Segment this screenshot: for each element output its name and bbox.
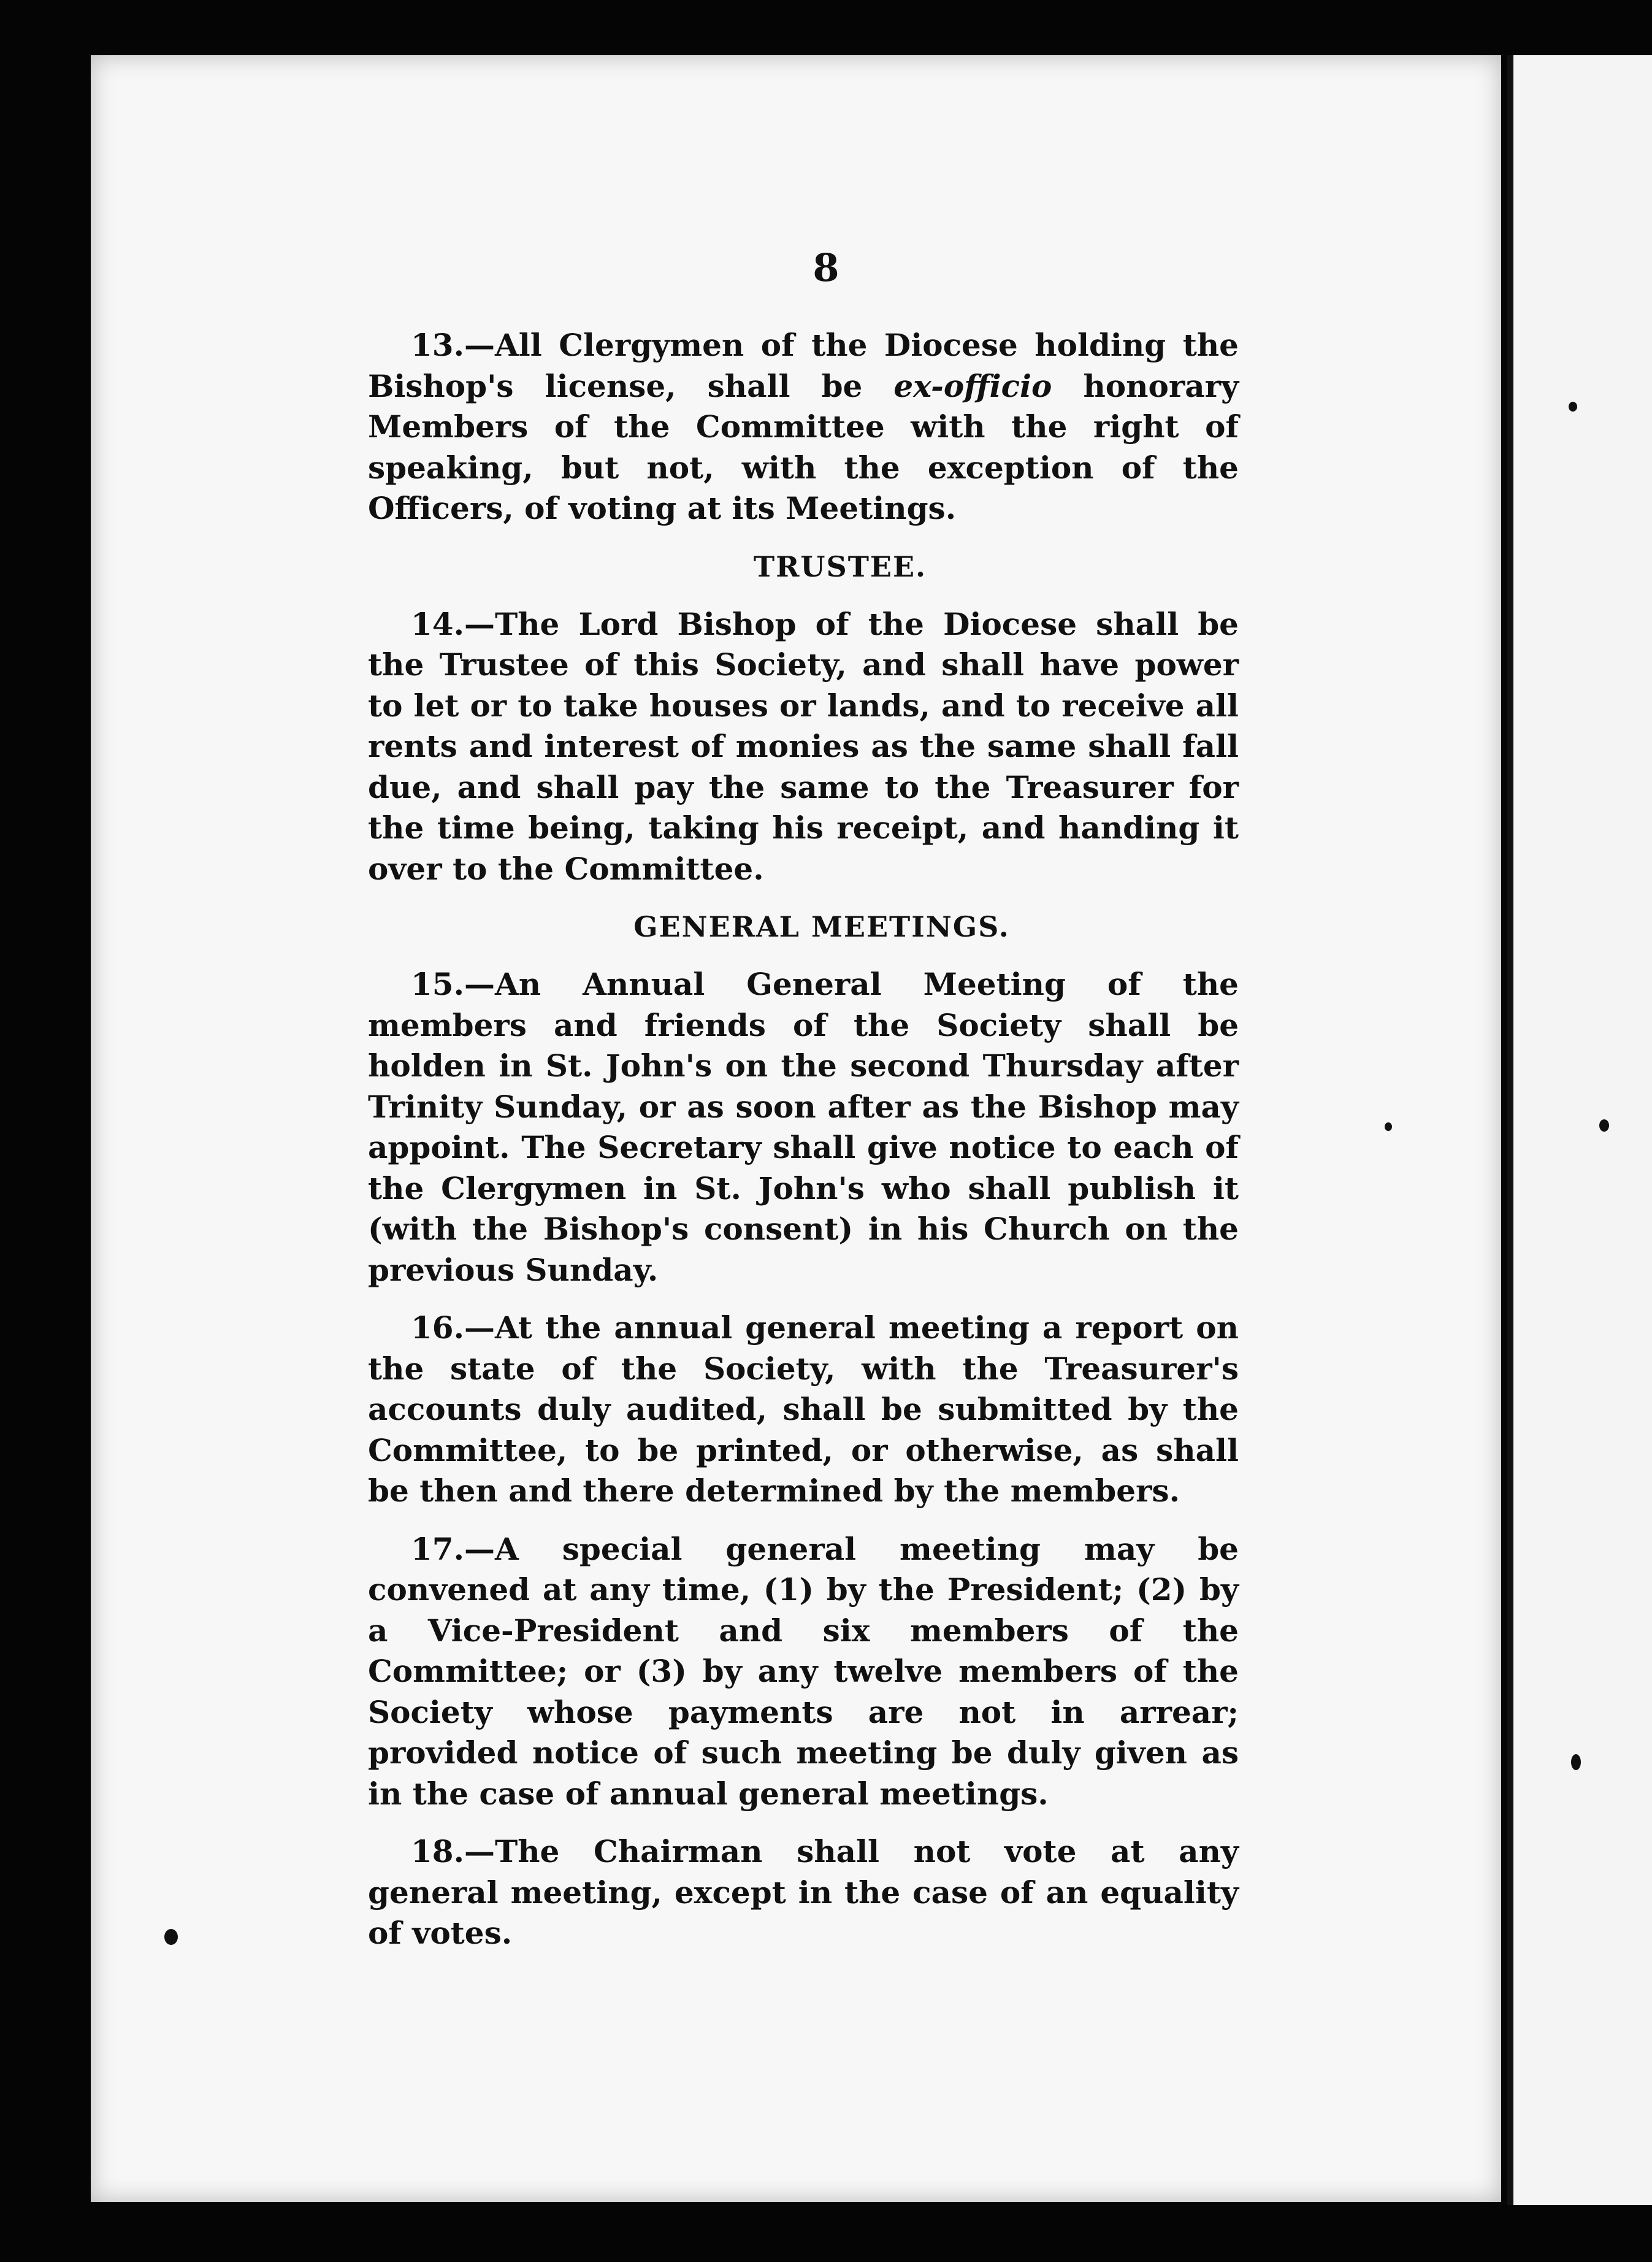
heading-general-meetings: GENERAL MEETINGS. xyxy=(633,910,1010,943)
scan-speck xyxy=(1571,1754,1581,1770)
clause-16: 16.—At the annual general meeting a report on the state of the Society, with the Treasurer's accounts duly audited, shall be submitted by the Committee, to be printed, or otherwise, as shall be then and there determined by the members. xyxy=(368,1309,1239,1509)
clause-13 xyxy=(368,325,1239,529)
scan-speck xyxy=(164,1929,178,1945)
scan-speck xyxy=(1569,402,1577,412)
clause-18: 18.—The Chairman shall not vote at any general meeting, except in the case of an equality of votes. xyxy=(368,1833,1239,1951)
page-number: 8 xyxy=(813,245,839,290)
heading-trustee: TRUSTEE. xyxy=(753,550,927,583)
scan-speck xyxy=(1385,1122,1392,1131)
clause-13-text: 13.—All Clergymen of the Diocese holding the Bishop's license, shall be xyxy=(368,327,1239,404)
facing-page-edge xyxy=(1507,55,1652,2205)
clause-14: 14.—The Lord Bishop of the Diocese shall be the Trustee of this Society, and shall have power to let or to take houses or lands, and to receive all rents and interest of monies as the same shall fall due, and shall pay the same to the Treasurer for the time being, taking his receipt, and handing it over to the Committee. xyxy=(368,605,1239,887)
scan-speck xyxy=(1599,1119,1609,1132)
clause-15: 15.—An Annual General Meeting of the members and friends of the Society shall be holden in St. John's on the second Thursday after Trinity Sunday, or as soon after as the Bishop may appoint. The Secretary shall give notice to each of the Clergymen in St. John's who shall publish it (with the Bishop's consent) in his Church on the previous Sunday. xyxy=(368,966,1239,1288)
clause-13-italic: ex-officio xyxy=(893,367,1052,404)
clause-13-text-end: honorary Members of the Committee with the right of speaking, but not, with the exception of the Officers, of voting at its Meetings. xyxy=(368,367,1239,526)
clause-17: 17.—A special general meeting may be convened at any time, (1) by the President; (2) by a Vice-President and six members of the Committee; or (3) by any twelve members of the Society whose payments are not in arrear; provided notice of such meeting be duly given as in the case of annual general meetings. xyxy=(368,1530,1239,1812)
page-body xyxy=(368,325,1239,1954)
